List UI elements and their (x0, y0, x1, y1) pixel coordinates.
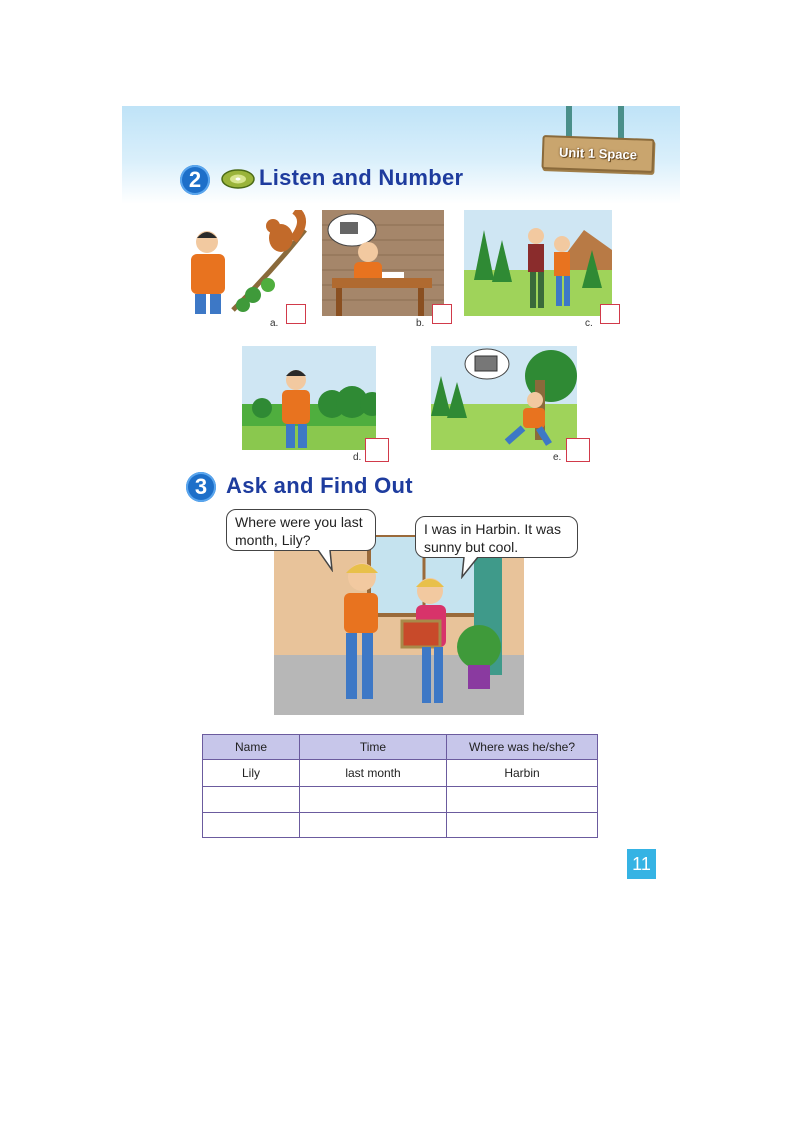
unit-sign (541, 135, 654, 173)
table-cell[interactable] (300, 787, 447, 813)
survey-table (202, 734, 598, 838)
label-c: c. (585, 318, 593, 329)
column-header-name: Name (203, 735, 300, 760)
picture-b (322, 210, 444, 316)
section-3-title: Ask and Find Out (226, 473, 413, 498)
picture-c (464, 210, 612, 316)
table-cell[interactable] (203, 787, 300, 813)
table-cell[interactable] (447, 813, 598, 838)
answer-box-b[interactable] (432, 304, 452, 324)
cd-icon (220, 167, 256, 196)
label-a: a. (270, 318, 279, 329)
sign-post-right (618, 106, 624, 139)
answer-box-a[interactable] (286, 304, 306, 324)
picture-e (431, 346, 577, 450)
picture-a (183, 210, 309, 316)
answer-box-d[interactable] (365, 438, 389, 462)
speech-bubble-left-text: Where were you last month, Lily? (235, 514, 363, 548)
page-number: 11 (627, 849, 656, 879)
speech-bubble-right-text: I was in Harbin. It was sunny but cool. (424, 521, 561, 555)
picture-d (242, 346, 376, 450)
answer-box-c[interactable] (600, 304, 620, 324)
label-d: d. (353, 452, 362, 463)
table-row (203, 760, 598, 787)
sign-post-left (566, 106, 572, 139)
answer-box-e[interactable] (566, 438, 590, 462)
unit-sign-label: Unit 1 Space (558, 144, 638, 163)
label-b: b. (416, 318, 425, 329)
table-cell: Lily (203, 760, 300, 787)
table-cell: last month (300, 760, 447, 787)
column-header-where: Where was he/she? (447, 735, 598, 760)
table-cell: Harbin (447, 760, 598, 787)
section-2-title: Listen and Number (259, 165, 464, 190)
table-cell[interactable] (203, 813, 300, 838)
table-row (203, 787, 598, 813)
table-row (203, 813, 598, 838)
section-2-number: 2 (180, 165, 210, 195)
column-header-time: Time (300, 735, 447, 760)
speech-bubble-right (415, 516, 578, 558)
speech-bubble-left-tail (316, 550, 340, 577)
speech-bubble-left (226, 509, 376, 551)
table-cell[interactable] (300, 813, 447, 838)
speech-bubble-right-tail (460, 557, 484, 584)
section-3-number: 3 (186, 472, 216, 502)
table-cell[interactable] (447, 787, 598, 813)
label-e: e. (553, 452, 562, 463)
table-header-row (203, 735, 598, 760)
dialogue-illustration (274, 535, 524, 715)
